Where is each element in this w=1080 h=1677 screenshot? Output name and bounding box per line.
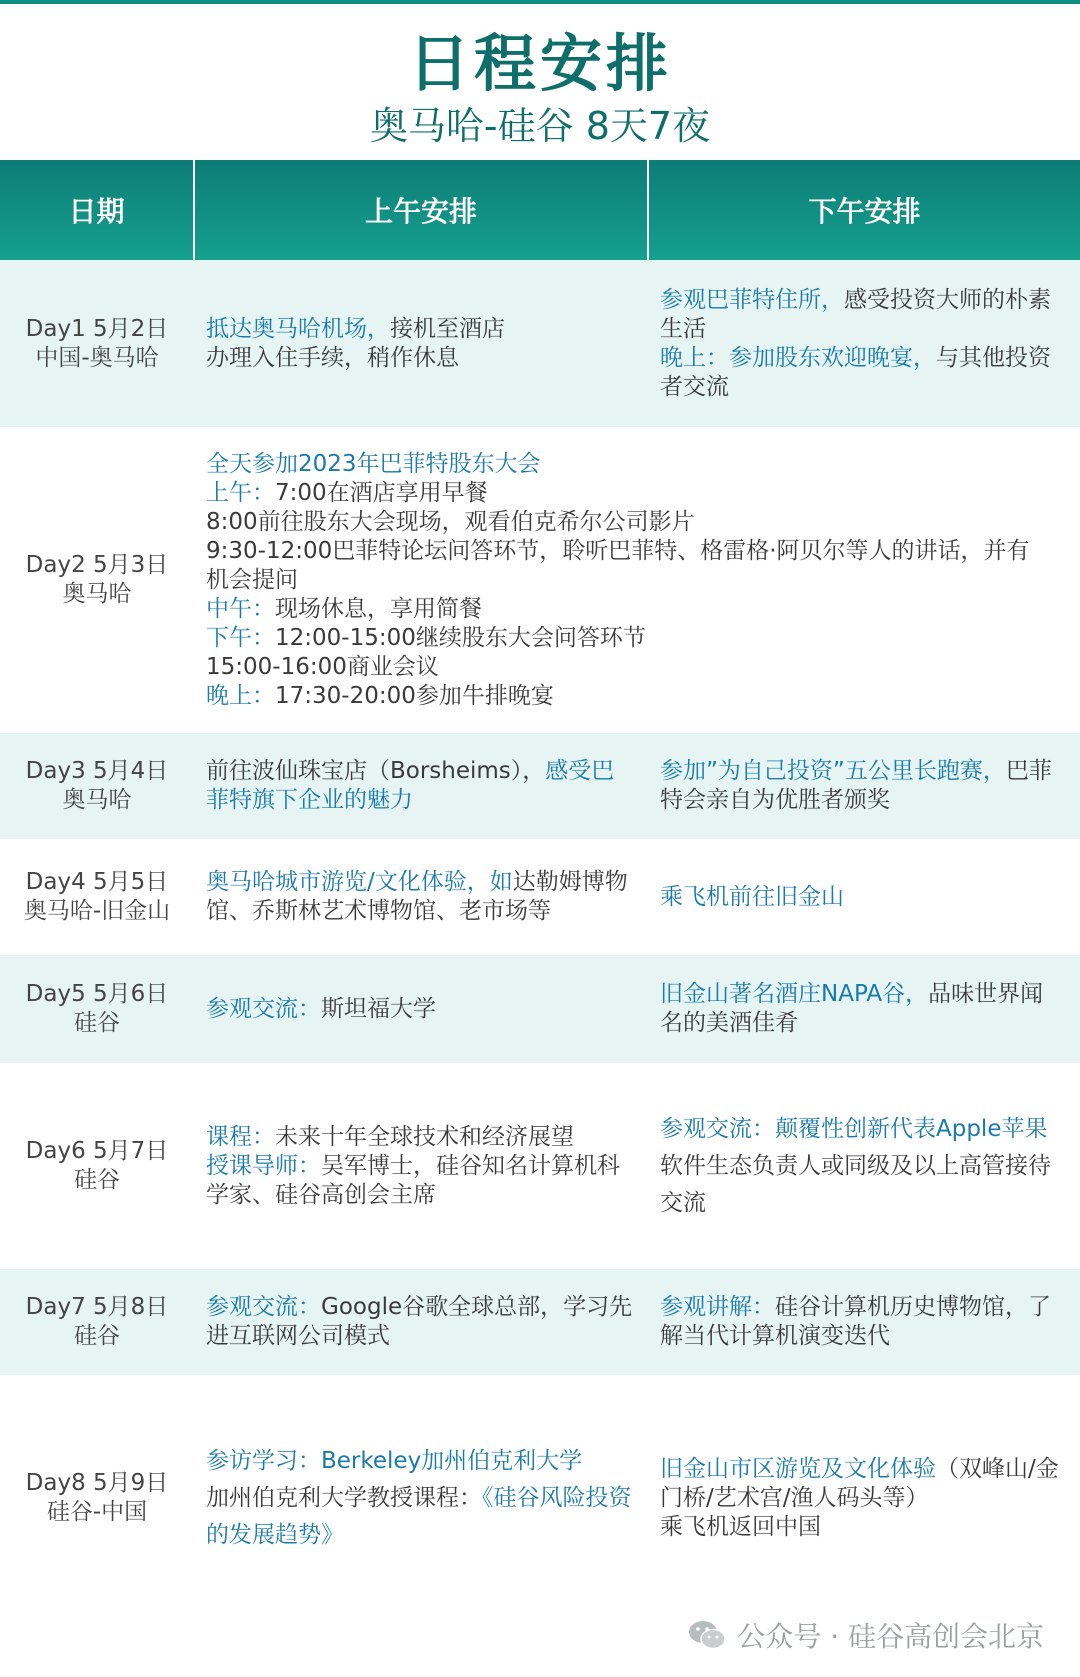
afternoon-cell — [648, 1266, 1080, 1378]
highlight-text: 《硅谷风险投资的发展趋势》 — [206, 1484, 632, 1548]
schedule-line — [206, 1293, 634, 1351]
page-header — [0, 4, 1080, 160]
day-route: 奥马哈 — [62, 787, 132, 813]
afternoon-cell — [648, 952, 1080, 1066]
body-text: 加州伯克利大学教授课程： — [206, 1484, 482, 1511]
page-title: 日程安排 — [407, 27, 672, 100]
day-date: Day3 5月4日 — [25, 758, 169, 784]
body-text: 吴军博士，硅谷知名计算机科学家、硅谷高创会主席 — [206, 1152, 620, 1208]
full-day-cell — [194, 430, 1080, 730]
body-text: 软件生态负责人或同级及以上高管接待交流 — [660, 1152, 1051, 1216]
schedule-line — [206, 450, 1050, 479]
watermark — [687, 1615, 1044, 1655]
day-date: Day7 5月8日 — [25, 1294, 169, 1320]
afternoon-cell — [648, 1066, 1080, 1266]
highlight-text: 下午： — [206, 624, 275, 651]
highlight-text: 旧金山著名酒庄NAPA谷， — [660, 981, 929, 1007]
table-row — [0, 430, 1080, 730]
body-text: 硅谷计算机历史博物馆，了解当代计算机演变迭代 — [660, 1294, 1051, 1349]
morning-cell — [194, 730, 648, 842]
schedule-line — [206, 479, 1050, 508]
date-cell — [0, 730, 194, 842]
day-route: 奥马哈-旧金山 — [23, 898, 171, 924]
date-cell — [0, 952, 194, 1066]
afternoon-cell — [648, 842, 1080, 952]
day-route: 硅谷 — [74, 1010, 120, 1036]
morning-cell — [194, 260, 648, 430]
schedule-line — [660, 883, 1066, 912]
body-text: 与其他投资者交流 — [660, 344, 1051, 400]
body-text: 乘飞机返回中国 — [660, 1513, 821, 1540]
highlight-text: 参观交流： — [206, 1294, 321, 1320]
schedule-line — [660, 1513, 1066, 1542]
table-row — [0, 730, 1080, 842]
table-row — [0, 952, 1080, 1066]
highlight-text: 感受巴菲特旗下企业的魅力 — [206, 758, 615, 813]
highlight-text: 全天参加2023年巴菲特股东大会 — [206, 450, 541, 477]
schedule-line — [660, 980, 1066, 1038]
table-row — [0, 1066, 1080, 1266]
afternoon-cell — [648, 260, 1080, 430]
schedule-line — [206, 1123, 634, 1152]
body-text: 现场休息，享用简餐 — [275, 595, 482, 622]
day-date: Day4 5月5日 — [25, 869, 169, 895]
morning-cell — [194, 1066, 648, 1266]
morning-cell — [194, 952, 648, 1066]
table-row — [0, 842, 1080, 952]
schedule-line — [660, 286, 1066, 344]
body-text: 未来十年全球技术和经济展望 — [275, 1123, 574, 1150]
day-date: Day8 5月9日 — [25, 1470, 169, 1496]
date-cell — [0, 430, 194, 730]
schedule-line — [206, 595, 1050, 624]
body-text: （双峰山/金门桥/艺术宫/渔人码头等） — [660, 1455, 1059, 1511]
morning-cell — [194, 1378, 648, 1618]
day-route: 硅谷-中国 — [46, 1499, 148, 1525]
column-header-date: 日期 — [0, 160, 194, 260]
afternoon-cell — [648, 730, 1080, 842]
afternoon-cell — [648, 1378, 1080, 1618]
schedule-line — [660, 1455, 1066, 1513]
body-text: 12:00-15:00继续股东大会问答环节 — [275, 624, 646, 651]
schedule-line — [206, 1443, 634, 1480]
body-text: 巴菲特会亲自为优胜者颁奖 — [660, 758, 1052, 813]
body-text: Google谷歌全球总部，学习先进互联网公司模式 — [206, 1294, 633, 1349]
body-text: 达勒姆博物馆、乔斯林艺术博物馆、老市场等 — [206, 869, 628, 924]
highlight-text: 抵达奥马哈机场， — [206, 315, 390, 342]
schedule-line — [206, 1480, 634, 1554]
day-route: 奥马哈 — [62, 581, 132, 607]
schedule-line — [206, 995, 634, 1024]
body-text: 接机至酒店 — [390, 315, 505, 342]
table-header-row — [0, 160, 1080, 260]
schedule-line — [660, 757, 1066, 815]
day-date: Day2 5月3日 — [25, 552, 169, 578]
wechat-icon — [687, 1618, 727, 1652]
day-date: Day5 5月6日 — [25, 981, 169, 1007]
column-header-afternoon: 下午安排 — [648, 160, 1080, 260]
schedule-line — [206, 508, 1050, 537]
day-date: Day1 5月2日 — [25, 315, 169, 342]
highlight-text: 参观讲解： — [660, 1294, 775, 1320]
schedule-line — [206, 537, 1050, 595]
body-text: 8:00前往股东大会现场，观看伯克希尔公司影片 — [206, 508, 695, 535]
day-route: 硅谷 — [74, 1323, 120, 1349]
body-text: 17:30-20:00参加牛排晚宴 — [275, 682, 554, 709]
highlight-text: 参观交流： — [206, 995, 321, 1022]
schedule-line — [660, 344, 1066, 402]
date-cell — [0, 1266, 194, 1378]
schedule-line — [206, 757, 634, 815]
schedule-table — [0, 160, 1080, 1621]
schedule-line — [660, 1111, 1066, 1148]
body-text: 办理入住手续，稍作休息 — [206, 344, 459, 371]
schedule-line — [206, 344, 634, 373]
morning-cell — [194, 842, 648, 952]
body-text: 前往波仙珠宝店（Borsheims）， — [206, 758, 546, 784]
body-text: 15:00-16:00商业会议 — [206, 653, 439, 680]
day-route: 中国-奥马哈 — [35, 344, 159, 371]
body-text: 7:00在酒店享用早餐 — [275, 479, 488, 506]
page-subtitle: 奥马哈-硅谷 8天7夜 — [369, 104, 711, 148]
highlight-text: 参观交流：颠覆性创新代表Apple苹果 — [660, 1115, 1048, 1142]
highlight-text: 晚上： — [206, 682, 275, 709]
highlight-text: 参加”为自己投资”五公里长跑赛， — [660, 758, 1006, 784]
highlight-text: 上午： — [206, 479, 275, 506]
schedule-line — [206, 868, 634, 926]
highlight-text: 奥马哈城市游览/文化体验，如 — [206, 869, 513, 895]
schedule-line — [206, 624, 1050, 653]
body-text: 感受投资大师的朴素生活 — [660, 286, 1051, 342]
highlight-text: 参观巴菲特住所， — [660, 286, 844, 313]
body-text: 斯坦福大学 — [321, 995, 436, 1022]
schedule-line — [206, 315, 634, 344]
date-cell — [0, 842, 194, 952]
table-row — [0, 260, 1080, 430]
morning-cell — [194, 1266, 648, 1378]
body-text: 品味世界闻名的美酒佳肴 — [660, 981, 1044, 1036]
highlight-text: 晚上：参加股东欢迎晚宴， — [660, 344, 936, 371]
highlight-text: 中午： — [206, 595, 275, 622]
highlight-text: 旧金山市区游览及文化体验 — [660, 1455, 936, 1482]
date-cell — [0, 1378, 194, 1618]
body-text: 9:30-12:00巴菲特论坛问答环节，聆听巴菲特、格雷格·阿贝尔等人的讲话，并有机会提问 — [206, 537, 1030, 593]
schedule-line — [206, 653, 1050, 682]
date-cell — [0, 1066, 194, 1266]
day-date: Day6 5月7日 — [25, 1138, 169, 1164]
table-row — [0, 1266, 1080, 1378]
schedule-line — [660, 1293, 1066, 1351]
schedule-line — [660, 1148, 1066, 1222]
day-route: 硅谷 — [74, 1167, 120, 1193]
date-cell — [0, 260, 194, 430]
highlight-text: 授课导师： — [206, 1152, 321, 1179]
highlight-text: 乘飞机前往旧金山 — [660, 883, 844, 910]
column-header-morning: 上午安排 — [194, 160, 648, 260]
table-row — [0, 1378, 1080, 1618]
watermark-text: 公众号 · 硅谷高创会北京 — [737, 1620, 1044, 1653]
schedule-line — [206, 1152, 634, 1210]
highlight-text: 课程： — [206, 1123, 275, 1150]
highlight-text: 参访学习：Berkeley加州伯克利大学 — [206, 1447, 583, 1474]
schedule-line — [206, 682, 1050, 711]
